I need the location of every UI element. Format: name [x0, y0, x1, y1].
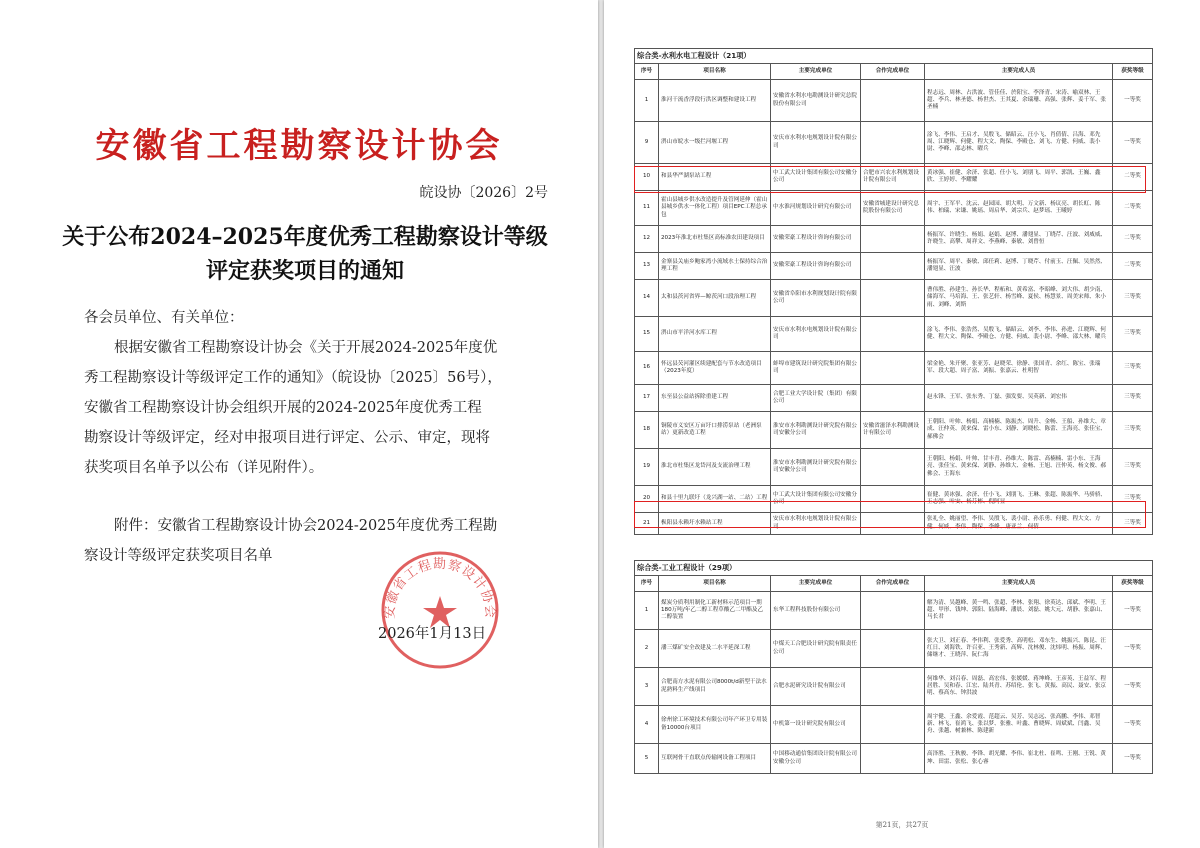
row-grade: 一等奖	[1113, 706, 1153, 744]
seal-text: 安徽省工程勘察设计协会	[382, 557, 498, 620]
page-footer: 第21页，共27页	[875, 821, 929, 829]
table-header-row	[635, 576, 1153, 592]
row-coop-unit	[861, 352, 925, 385]
row-project-name: 煤炭分质利用制化工新材料示范项目一期180万吨/年乙二醇工程草酸乙二甲酯及乙二醇装置	[659, 592, 771, 630]
row-main-unit: 中工武大设计集团有限公司安徽分公司	[771, 164, 861, 191]
row-main-unit: 蚌埠市建筑设计研究院集团有限公司	[771, 352, 861, 385]
notice-title-line1: 关于公布2024–2025年度优秀工程勘察设计等级	[62, 224, 548, 250]
header-grade: 获奖等级	[1113, 576, 1153, 592]
body-line-3: 安徽省工程勘察设计协会组织开展的2024-2025年度优秀工程	[84, 400, 482, 416]
row-people: 程志远、周林、占洪波、管佳佳、於阳宝、李泽青、宋涛、喻双林、王超、李兵、林圣德、杨世杰、王其夏、余瑞珊、高强、张辉、姜千军、张圣楠	[925, 80, 1113, 122]
right-document-page	[604, 0, 1200, 848]
header-main-unit: 主要完成单位	[771, 64, 861, 80]
row-people: 涂飞、李伟、王启才、吴殷飞、储昭云、汪小飞、肖倩倩、吕海、邓先周、江晓辉、何健、程大文、陶保、李殿仓、刘飞、方健、何威、裴小尉、李峰、邵志林、曜兵	[925, 122, 1113, 164]
row-people: 周宇健、王鑫、余爱霞、范超云、吴芳、吴志远、张高鹏、李伟、邓智新、林飞、崔鸿飞、张以梦、张雅、叶鑫、曹晓辉、周斌斌、闫鑫、吴舟、张越、树兼林、陈建新	[925, 706, 1113, 744]
left-document-page	[0, 0, 598, 848]
row-main-unit: 安庆市水利水电规划设计院有限公司	[771, 122, 861, 164]
highlight-box-row-10	[634, 166, 1146, 193]
row-number: 21	[635, 513, 659, 535]
row-coop-unit	[861, 744, 925, 774]
industrial-table	[634, 560, 1153, 774]
row-project-name: 淮北市杜集区龙岱河及支流治理工程	[659, 449, 771, 486]
row-project-name: 枞阳县永赖圩水赖站工程	[659, 513, 771, 535]
body-line-5: 获奖项目名单予以公布（详见附件）。	[84, 460, 324, 476]
row-main-unit: 中工武大设计集团有限公司安徽分公司	[771, 486, 861, 513]
section-title-industrial: 综合类-工业工程设计（29项）	[635, 561, 1153, 576]
row-grade: 三等奖	[1113, 385, 1153, 412]
water-conservancy-table	[634, 48, 1153, 535]
row-number: 15	[635, 317, 659, 352]
header-people: 主要完成人员	[925, 64, 1113, 80]
row-coop-unit	[861, 317, 925, 352]
row-grade: 二等奖	[1113, 226, 1153, 253]
row-main-unit: 淮安市水利勘测设计研究院有限公司安徽分公司	[771, 449, 861, 486]
row-people: 周宇、王军平、沈云、赵园园、胡大明、万文新、杨议亮、胡长虹、陈伟、柏瑞、宋谦、姚瑶、周启华、刘宗兵、赵梦瑶、王曦婷	[925, 191, 1113, 226]
row-main-unit: 安徽荣豪工程设计咨询有限公司	[771, 226, 861, 253]
row-coop-unit	[861, 226, 925, 253]
row-people: 王朝阳、杨娟、叶帅、甘丰青、孙维大、陈雷、高楠楠、雷小东、王海亮、张佳宝、黄来保、刘静、孙维大、金畅、王旭、汪仲英、杨文俊、郝佛会、王海东	[925, 449, 1113, 486]
row-main-unit: 中水淮河规划设计研究有限公司	[771, 191, 861, 226]
row-main-unit: 中机第一设计研究院有限公司	[771, 706, 861, 744]
row-grade: 三等奖	[1113, 513, 1153, 535]
row-project-name: 淮河干流香浮段行洪区调整和建设工程	[659, 80, 771, 122]
table-row	[635, 191, 1153, 226]
row-project-name: 和县十里九联圩（龙兴湖一站、二站）工程	[659, 486, 771, 513]
table-row	[635, 80, 1153, 122]
table-row	[635, 253, 1153, 280]
row-people: 崔健、黄冰强、余济、任小飞、刘朋飞、王琳、张超、陈振华、马骄骄、王志强、叶安、杨芬彬、倪阿显	[925, 486, 1113, 513]
row-project-name: 淠山市平洋河水库工程	[659, 317, 771, 352]
row-project-name: 合肥南方水泥有限公司8000t/d新型干法水泥熟料生产线项目	[659, 668, 771, 706]
row-project-name: 淠山市皖水一级拦河堰工程	[659, 122, 771, 164]
table-row	[635, 352, 1153, 385]
table-row	[635, 280, 1153, 317]
table-header-row	[635, 64, 1153, 80]
row-people: 杨振军、周平、秦敏、邱任莉、赵博、丁晓芹、付前玉、汪佩、吴然然、潘翅显、汪波	[925, 253, 1113, 280]
row-coop-unit	[861, 592, 925, 630]
row-project-name: 和县华严湖泵站工程	[659, 164, 771, 191]
row-people: 杨振军、许晓生、杨娟、赵娟、赵博、潘翅显、丁晓芹、汪波、刘威威、许晓生、高攀、周祥文、李燕峰、秦敏、刘曾恒	[925, 226, 1113, 253]
row-grade: 一等奖	[1113, 80, 1153, 122]
header-project: 项目名称	[659, 64, 771, 80]
row-grade: 一等奖	[1113, 744, 1153, 774]
table-row	[635, 226, 1153, 253]
header-project: 项目名称	[659, 576, 771, 592]
row-grade: 三等奖	[1113, 352, 1153, 385]
row-main-unit: 合肥工业大学设计院（集团）有限公司	[771, 385, 861, 412]
row-people: 王朝阳、叶帅、杨娟、高楠楠、陈振杰、周升、金畅、王船、孙维大、章成、汪仲英、黄来保、雷小东、刘静、刘晓松、陈蕾、王海亮、张佳宝、郝佛会	[925, 412, 1113, 449]
header-grade: 获奖等级	[1113, 64, 1153, 80]
row-main-unit: 合肥水泥研究设计院有限公司	[771, 668, 861, 706]
row-grade: 三等奖	[1113, 280, 1153, 317]
row-project-name: 怀远县芡河灌区续建配套与节水改造项目（2023年度）	[659, 352, 771, 385]
row-main-unit: 安庆市水利水电规划设计院有限公司	[771, 317, 861, 352]
row-coop-unit: 安徽省滋泽水利勘测设计有限公司	[861, 412, 925, 449]
table-row	[635, 385, 1153, 412]
row-project-name: 东至县公益站拆除重建工程	[659, 385, 771, 412]
row-coop-unit	[861, 253, 925, 280]
row-grade: 三等奖	[1113, 449, 1153, 486]
body-line-4: 勘察设计等级评定，经对申报项目进行评定、公示、审定，现将	[84, 430, 490, 446]
body-line-1: 根据安徽省工程勘察设计协会《关于开展2024-2025年度优	[114, 340, 498, 356]
row-main-unit: 安庆市水利水电规划设计院有限公司	[771, 513, 861, 535]
table-row	[635, 744, 1153, 774]
header-main-unit: 主要完成单位	[771, 576, 861, 592]
row-grade: 三等奖	[1113, 412, 1153, 449]
row-project-name: 铜陵市义安区万亩圩口排涝泵站（老洲泵站）更新改造工程	[659, 412, 771, 449]
row-number: 2	[635, 630, 659, 668]
row-grade: 一等奖	[1113, 630, 1153, 668]
row-grade: 三等奖	[1113, 317, 1153, 352]
row-project-name: 霍山县城乡供水改造提升及管网延伸（霍山县城乡供水一体化工程）项目EPC工程总承包	[659, 191, 771, 226]
row-coop-unit	[861, 122, 925, 164]
row-number: 12	[635, 226, 659, 253]
row-project-name: 2023年淮北市杜集区高标准农田建设项目	[659, 226, 771, 253]
row-grade: 一等奖	[1113, 122, 1153, 164]
row-project-name: 互联网骨干直联点传输网设备工程项目	[659, 744, 771, 774]
table-row	[635, 412, 1153, 449]
row-people: 梁金艳、朱开聚、张亚芳、赵晓荣、徐静、张国青、余红、陈宝、张瑞军、段大超、周子富、刘振、张嘉云、杜明智	[925, 352, 1113, 385]
row-coop-unit	[861, 706, 925, 744]
row-grade: 二等奖	[1113, 253, 1153, 280]
row-project-name: 徐州徐工环境技术有限公司年产环卫专用装备10000台项目	[659, 706, 771, 744]
table-row	[635, 449, 1153, 486]
row-coop-unit	[861, 385, 925, 412]
row-people: 张礼全、姚丽望、李伟、吴殷飞、裴小尉、孙乐勇、何健、程大文、方健、何威、李伟、陶保、李峰、唐亚兰、何倩	[925, 513, 1113, 535]
table-row	[635, 706, 1153, 744]
row-number: 1	[635, 80, 659, 122]
header-coop-unit: 合作完成单位	[861, 64, 925, 80]
table-row	[635, 317, 1153, 352]
row-number: 18	[635, 412, 659, 449]
row-coop-unit	[861, 449, 925, 486]
section-title-water: 综合类-水利水电工程设计（21项）	[635, 49, 1153, 64]
row-number: 1	[635, 592, 659, 630]
row-main-unit: 安徽省水利水电勘测设计研究总院股份有限公司	[771, 80, 861, 122]
salutation: 各会员单位、有关单位：	[84, 310, 244, 326]
row-number: 10	[635, 164, 659, 191]
row-number: 14	[635, 280, 659, 317]
header-coop-unit: 合作完成单位	[861, 576, 925, 592]
row-coop-unit: 合肥市兴农水利规划设计院有限公司	[861, 164, 925, 191]
issuer-letterhead: 安徽省工程勘察设计协会	[95, 126, 503, 166]
row-grade: 二等奖	[1113, 164, 1153, 191]
row-coop-unit	[861, 80, 925, 122]
row-number: 13	[635, 253, 659, 280]
attachment-line-2: 察设计等级评定获奖项目名单	[84, 548, 273, 564]
row-project-name: 潘三煤矿安全改建及二水平延深工程	[659, 630, 771, 668]
row-people: 高泽胜、王秋骏、李锋、胡光耀、李伟、崔北杜、崔鸣、王刚、王锐、黄坤、田雷、张松、张心睿	[925, 744, 1113, 774]
issue-date: 2026年1月13日	[378, 626, 487, 642]
row-main-unit: 中国移动通信集团设计院有限公司安徽分公司	[771, 744, 861, 774]
row-coop-unit	[861, 280, 925, 317]
row-people: 解为清、吴越峰、黄一鸣、张超、李林、张翔、徐英达、邱斌、李明、王超、甲形、钱坤、郭阳、陆海峰、潘晨、刘磊、姚大元、胡静、张嘉山、马长君	[925, 592, 1113, 630]
row-number: 5	[635, 744, 659, 774]
row-number: 20	[635, 486, 659, 513]
row-grade: 二等奖	[1113, 191, 1153, 226]
table-row	[635, 592, 1153, 630]
header-people: 主要完成人员	[925, 576, 1113, 592]
row-people: 曹伟胜、孙建生、孙长华、程柘和、黄希富、李昭峰、刘大伟、胡少南、储海军、马培海、王、张艺轩、杨雪峰、夏侯、杨慧景、周美宋师、朱小雨、刘峰、刘斯	[925, 280, 1113, 317]
highlight-box-row-20	[634, 501, 1146, 528]
notice-title-line2: 评定获奖项目的通知	[205, 258, 404, 284]
table-row	[635, 630, 1153, 668]
row-people: 赵永锋、王军、张东秀、丁磊、强发要、吴英新、刘宏伟	[925, 385, 1113, 412]
row-people: 何维华、刘召春、周磊、高宏伟、张媛媛、蒋坤峰、王彦英、王益军、程居胜、吴和春、江宏、陆其青、苏绍伦、张飞、黄振、高民、聂安、张京明、蔡高东、钟洪波	[925, 668, 1113, 706]
document-number: 皖设协〔2026〕2号	[419, 185, 548, 201]
table-row	[635, 122, 1153, 164]
row-project-name: 太和县茨河省界—鲸茨河口段治理工程	[659, 280, 771, 317]
row-grade: 一等奖	[1113, 592, 1153, 630]
row-people: 黄冰强、崔健、余济、张超、任小飞、刘朋飞、周平、郭凯、王巍、鑫欣、王婷婷、李耀耀	[925, 164, 1113, 191]
row-number: 3	[635, 668, 659, 706]
row-people: 张大卫、刘正春、李伟利、张爱秀、高明松、邓东生、姚振兴、陈昆、汪红日、刘海铁、许召亚、王秀新、高辉、沈林俊、沈炜明、杨振、周辉、储继才、王晓萍、阮仁海	[925, 630, 1113, 668]
row-main-unit: 淮安市水利勘测设计研究院有限公司安徽分公司	[771, 412, 861, 449]
row-project-name: 金寨县关庙乡鲍家湾小流域水土保持综合治理工程	[659, 253, 771, 280]
row-number: 16	[635, 352, 659, 385]
row-grade: 一等奖	[1113, 668, 1153, 706]
row-number: 17	[635, 385, 659, 412]
row-number: 4	[635, 706, 659, 744]
row-main-unit: 安徽荣豪工程设计咨询有限公司	[771, 253, 861, 280]
row-people: 涂飞、李伟、张浩然、吴殷飞、储昭云、刘李、李伟、孙进、江晓辉、何健、程大文、陶保、李殿仓、方健、何威、裴小尉、李峰、邵大林、曜兵	[925, 317, 1113, 352]
row-main-unit: 中煤天工合肥设计研究院有限责任公司	[771, 630, 861, 668]
row-grade: 三等奖	[1113, 486, 1153, 513]
row-coop-unit: 安徽省城建设计研究总院股份有限公司	[861, 191, 925, 226]
row-coop-unit	[861, 630, 925, 668]
row-coop-unit	[861, 668, 925, 706]
row-number: 9	[635, 122, 659, 164]
row-number: 19	[635, 449, 659, 486]
table-row	[635, 668, 1153, 706]
row-main-unit: 安徽省阜阳市水利规划设计院有限公司	[771, 280, 861, 317]
row-main-unit: 东华工程科技股份有限公司	[771, 592, 861, 630]
attachment-line-1: 附件：安徽省工程勘察设计协会2024-2025年度优秀工程勘	[114, 518, 498, 534]
body-line-2: 秀工程勘察设计等级评定工作的通知》（皖设协〔2025〕56号），	[84, 370, 502, 386]
header-no: 序号	[635, 576, 659, 592]
row-number: 11	[635, 191, 659, 226]
official-seal-stamp	[378, 548, 502, 672]
header-no: 序号	[635, 64, 659, 80]
